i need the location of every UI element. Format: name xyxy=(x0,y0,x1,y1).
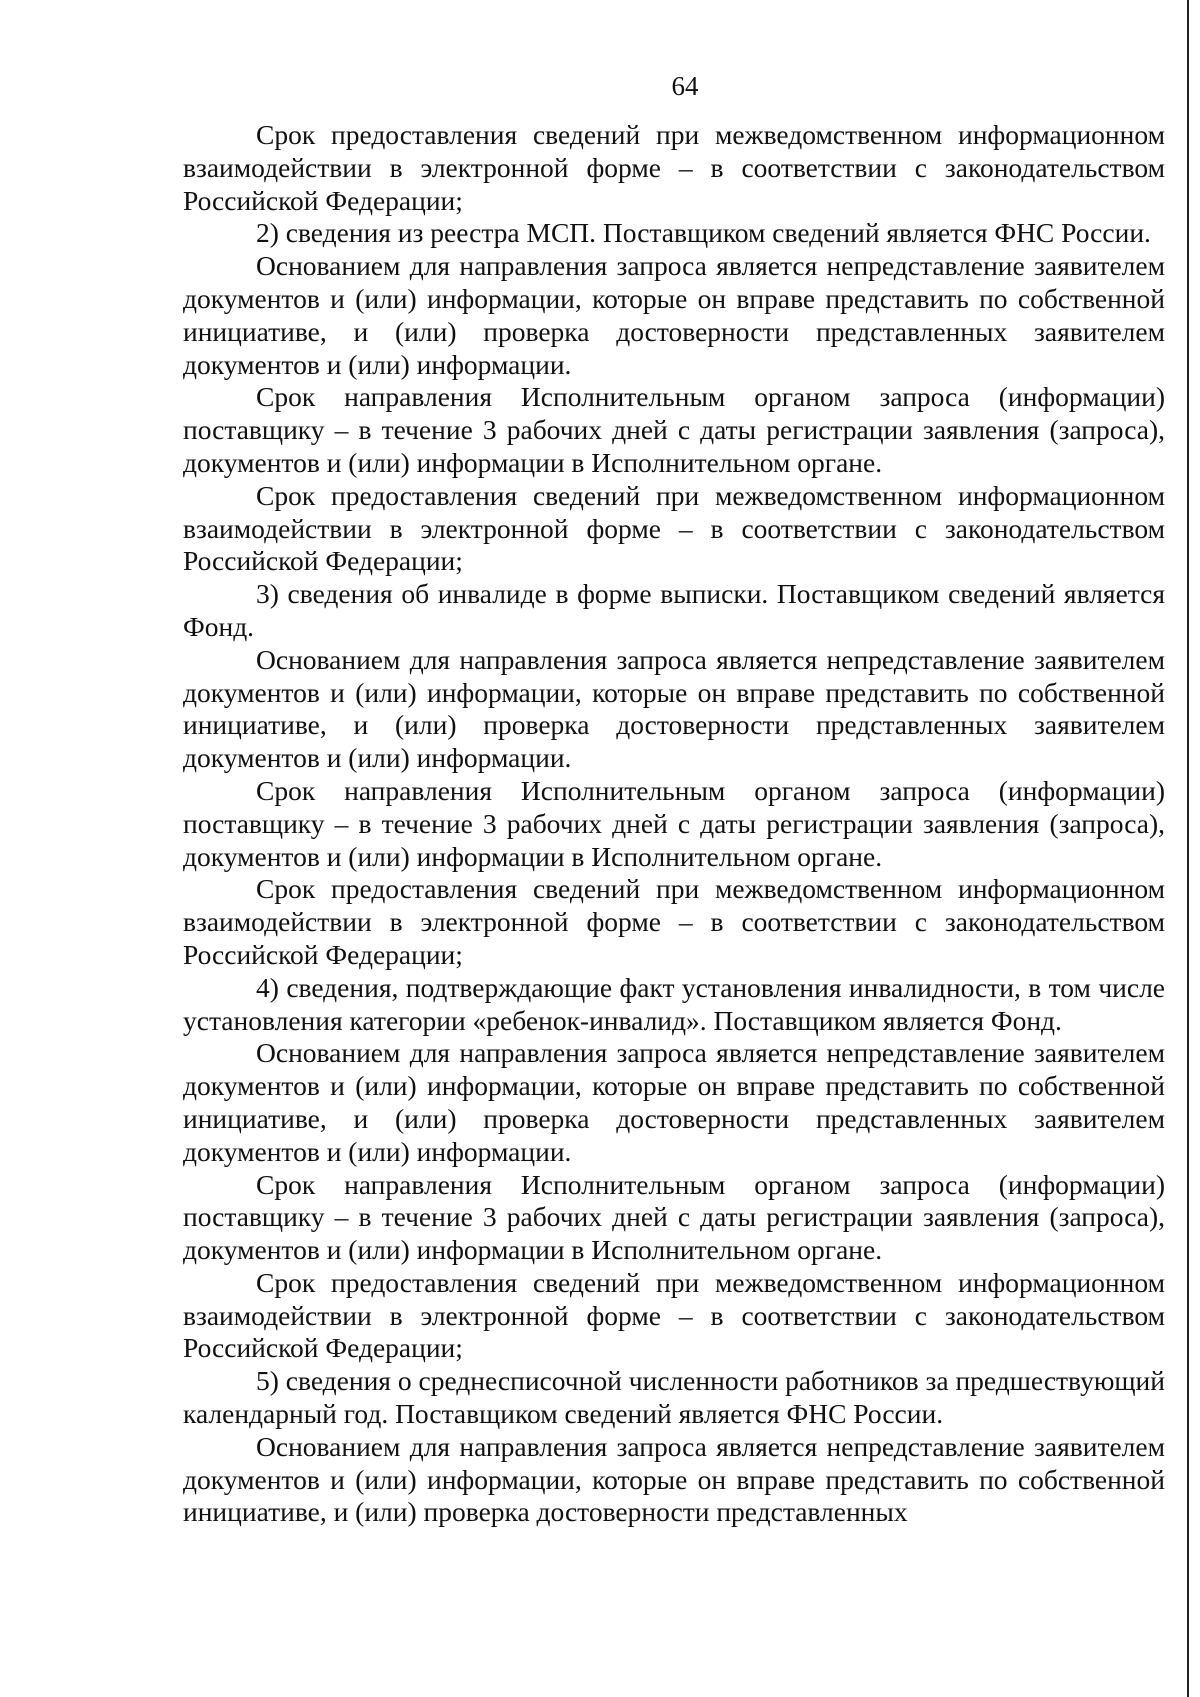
paragraph-request-deadline-2: Срок направления Исполнительным органом запроса (информации) поставщику – в течение 3 рабочих дней с даты регистрации заявления (запроса), документов и (или) информации в Исполнительном органе. xyxy=(183,774,1165,872)
paragraph-basis-request-3: Основанием для направления запроса является непредставление заявителем документов и (или) информации, которые он вправе представить по собственной инициативе, и (или) проверка достоверности представленных заявителем документов и (или) информации. xyxy=(183,1037,1165,1167)
paragraph-request-deadline-1: Срок направления Исполнительным органом запроса (информации) поставщику – в течение 3 рабочих дней с даты регистрации заявления (запроса), документов и (или) информации в Исполнительном органе. xyxy=(183,381,1165,478)
paragraph-term-info-2: Срок предоставления сведений при межведомственном информационном взаимодействии в электронной форме – в соответствии с законодательством Российской Федерации; xyxy=(183,479,1165,577)
paragraph-term-info-4: Срок предоставления сведений при межведомственном информационном взаимодействии в электронной форме – в соответствии с законодательством Российской Федерации; xyxy=(183,1266,1165,1364)
paragraph-item-2-msp-register: 2) сведения из реестра МСП. Поставщиком сведений является ФНС России. xyxy=(256,217,1151,249)
page-number: 64 xyxy=(671,71,699,101)
paragraph-term-info-3: Срок предоставления сведений при межведомственном информационном взаимодействии в электронной форме – в соответствии с законодательством Российской Федерации; xyxy=(183,873,1165,970)
paragraph-term-info-1: Срок предоставления сведений при межведомственном информационном взаимодействии в электронной форме – в соответствии с законодательством Российской Федерации; xyxy=(183,119,1165,216)
scan-edge-line xyxy=(1187,0,1189,1697)
paragraph-item-4-disability-fact: 4) сведения, подтверждающие факт установления инвалидности, в том числе установления категории «ребенок-инвалид». Поставщиком является Фонд. xyxy=(183,971,1165,1036)
paragraph-item-3-disabled-extract: 3) сведения об инвалиде в форме выписки. Поставщиком сведений является Фонд. xyxy=(183,578,1165,642)
document-body xyxy=(183,119,1165,1529)
paragraph-basis-request-2: Основанием для направления запроса является непредставление заявителем документов и (или) информации, которые он вправе представить по собственной инициативе, и (или) проверка достоверности представленных заявителем документов и (или) информации. xyxy=(183,643,1165,774)
paragraph-basis-request-1: Основанием для направления запроса является непредставление заявителем документов и (или) информации, которые он вправе представить по собственной инициативе, и (или) проверка достоверности представленных заявителем документов и (или) информации. xyxy=(183,250,1165,380)
paragraph-basis-request-4: Основанием для направления запроса является непредставление заявителем документов и (или) информации, которые он вправе представить по собственной инициативе, и (или) проверка достоверности представленных xyxy=(183,1430,1165,1528)
paragraph-item-5-headcount: 5) сведения о среднесписочной численности работников за предшествующий календарный год. Поставщиком сведений является ФНС России. xyxy=(183,1365,1165,1430)
paragraph-request-deadline-3: Срок направления Исполнительным органом запроса (информации) поставщику – в течение 3 рабочих дней с даты регистрации заявления (запроса), документов и (или) информации в Исполнительном органе. xyxy=(183,1168,1165,1266)
